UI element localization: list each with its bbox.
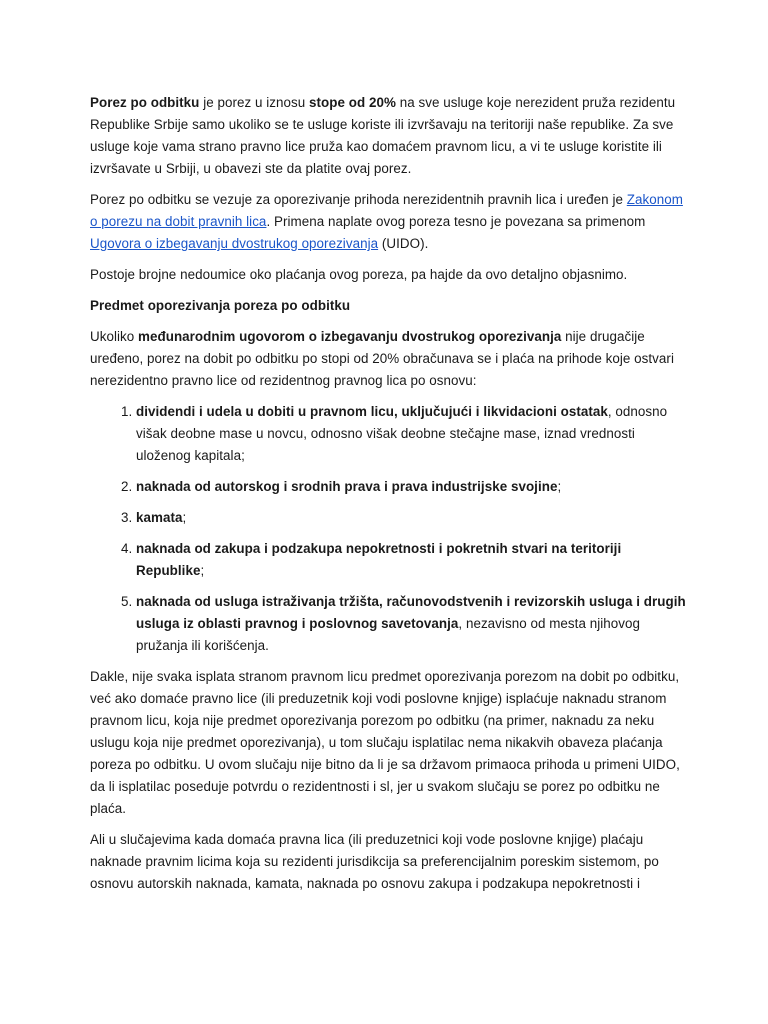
section-heading: Predmet oporezivanja poreza po odbitku [90, 298, 351, 313]
list-item: 2. naknada od autorskog i srodnih prava i prava industrijske svojine; [136, 476, 690, 498]
paragraph-doubts: Postoje brojne nedoumice oko plaćanja ovog poreza, pa hajde da ovo detaljno objasnimo. [90, 267, 628, 282]
list-item: 4. naknada od zakupa i podzakupa nepokretnosti i pokretnih stvari na teritoriji Republike; [136, 538, 690, 582]
list-item: 3. kamata; [136, 507, 690, 529]
list-item: 5. naknada od usluga istraživanja tržišta, računovodstvenih i revizorskih usluga i drugih usluga iz oblasti pravnog i poslovnog savetovanja, nezavisno od mesta njihovog pružanja ili korišćenja. [136, 591, 690, 657]
document-body [90, 92, 690, 904]
paragraph-preferential: Ali u slučajevima kada domaća pravna lica (ili preduzetnici koji vode poslovne knjige) plaćaju naknade pravnim licima koja su rezidenti jurisdikcija sa preferencijalnim poreskim sistemom, po osnovu autorskih naknada, kamata, naknada po osnovu zakupa i podzakupa nepokretnosti i [90, 832, 659, 891]
paragraph-subject: Ukoliko međunarodnim ugovorom o izbegavanju dvostrukog oporezivanja nije drugačije uređeno, porez na dobit po odbitku po stopi od 20% obračunava se i plaća na prihode koje ostvari nerezidentno pravno lice od rezidentnog pravnog lica po osnovu: [90, 329, 674, 388]
bold-text: stope od 20% [309, 95, 396, 110]
treaty-link[interactable]: Ugovora o izbegavanju dvostrukog oporezivanja [90, 236, 379, 251]
income-list [90, 401, 690, 657]
paragraph-law: Porez po odbitku se vezuje za oporezivanje prihoda nerezidentnih pravnih lica i uređen je Zakonom o porezu na dobit pravnih lica. Primena naplate ovog poreza tesno je povezana sa primenom Ugovora o izbegavanju dvostrukog oporezivanja (UIDO). [90, 192, 683, 251]
bold-text: međunarodnim ugovorom o izbegavanju dvostrukog oporezivanja [138, 329, 562, 344]
paragraph-intro: Porez po odbitku je porez u iznosu stope od 20% na sve usluge koje nerezident pruža rezidentu Republike Srbije samo ukoliko se te usluge koriste ili izvršavaju na teritoriji naše republike. Za sve usluge koje vama strano pravno lice pruža kao domaćem pravnom licu, a vi te usluge koristite ili izvršavate u Srbiji, u obavezi ste da platite ovaj porez. [90, 95, 676, 176]
law-link[interactable]: Zakonom o porezu na dobit pravnih lica [90, 192, 683, 229]
list-item: 1. dividendi i udela u dobiti u pravnom licu, uključujući i likvidacioni ostatak, odnosno višak deobne mase u novcu, odnosno višak deobne stečajne mase, iznad vrednosti uloženog kapitala; [136, 401, 690, 467]
bold-text: Porez po odbitku [90, 95, 200, 110]
paragraph-conclusion: Dakle, nije svaka isplata stranom pravnom licu predmet oporezivanja porezom na dobit po odbitku, već ako domaće pravno lice (ili preduzetnik koji vodi poslovne knjige) isplaćuje naknadu stranom pravnom licu, koja nije predmet oporezivanja porezom po odbitku (na primer, naknadu za neku uslugu koja nije predmet oporezivanja), u tom slučaju isplatilac nema nikakvih obaveza plaćanja poreza po odbitku. U ovom slučaju nije bitno da li je sa državom primaoca prihoda u primeni UIDO, da li isplatilac poseduje potvrdu o rezidentnosti i sl, jer u svakom slučaju se porez po odbitku ne plaća. [90, 669, 680, 816]
